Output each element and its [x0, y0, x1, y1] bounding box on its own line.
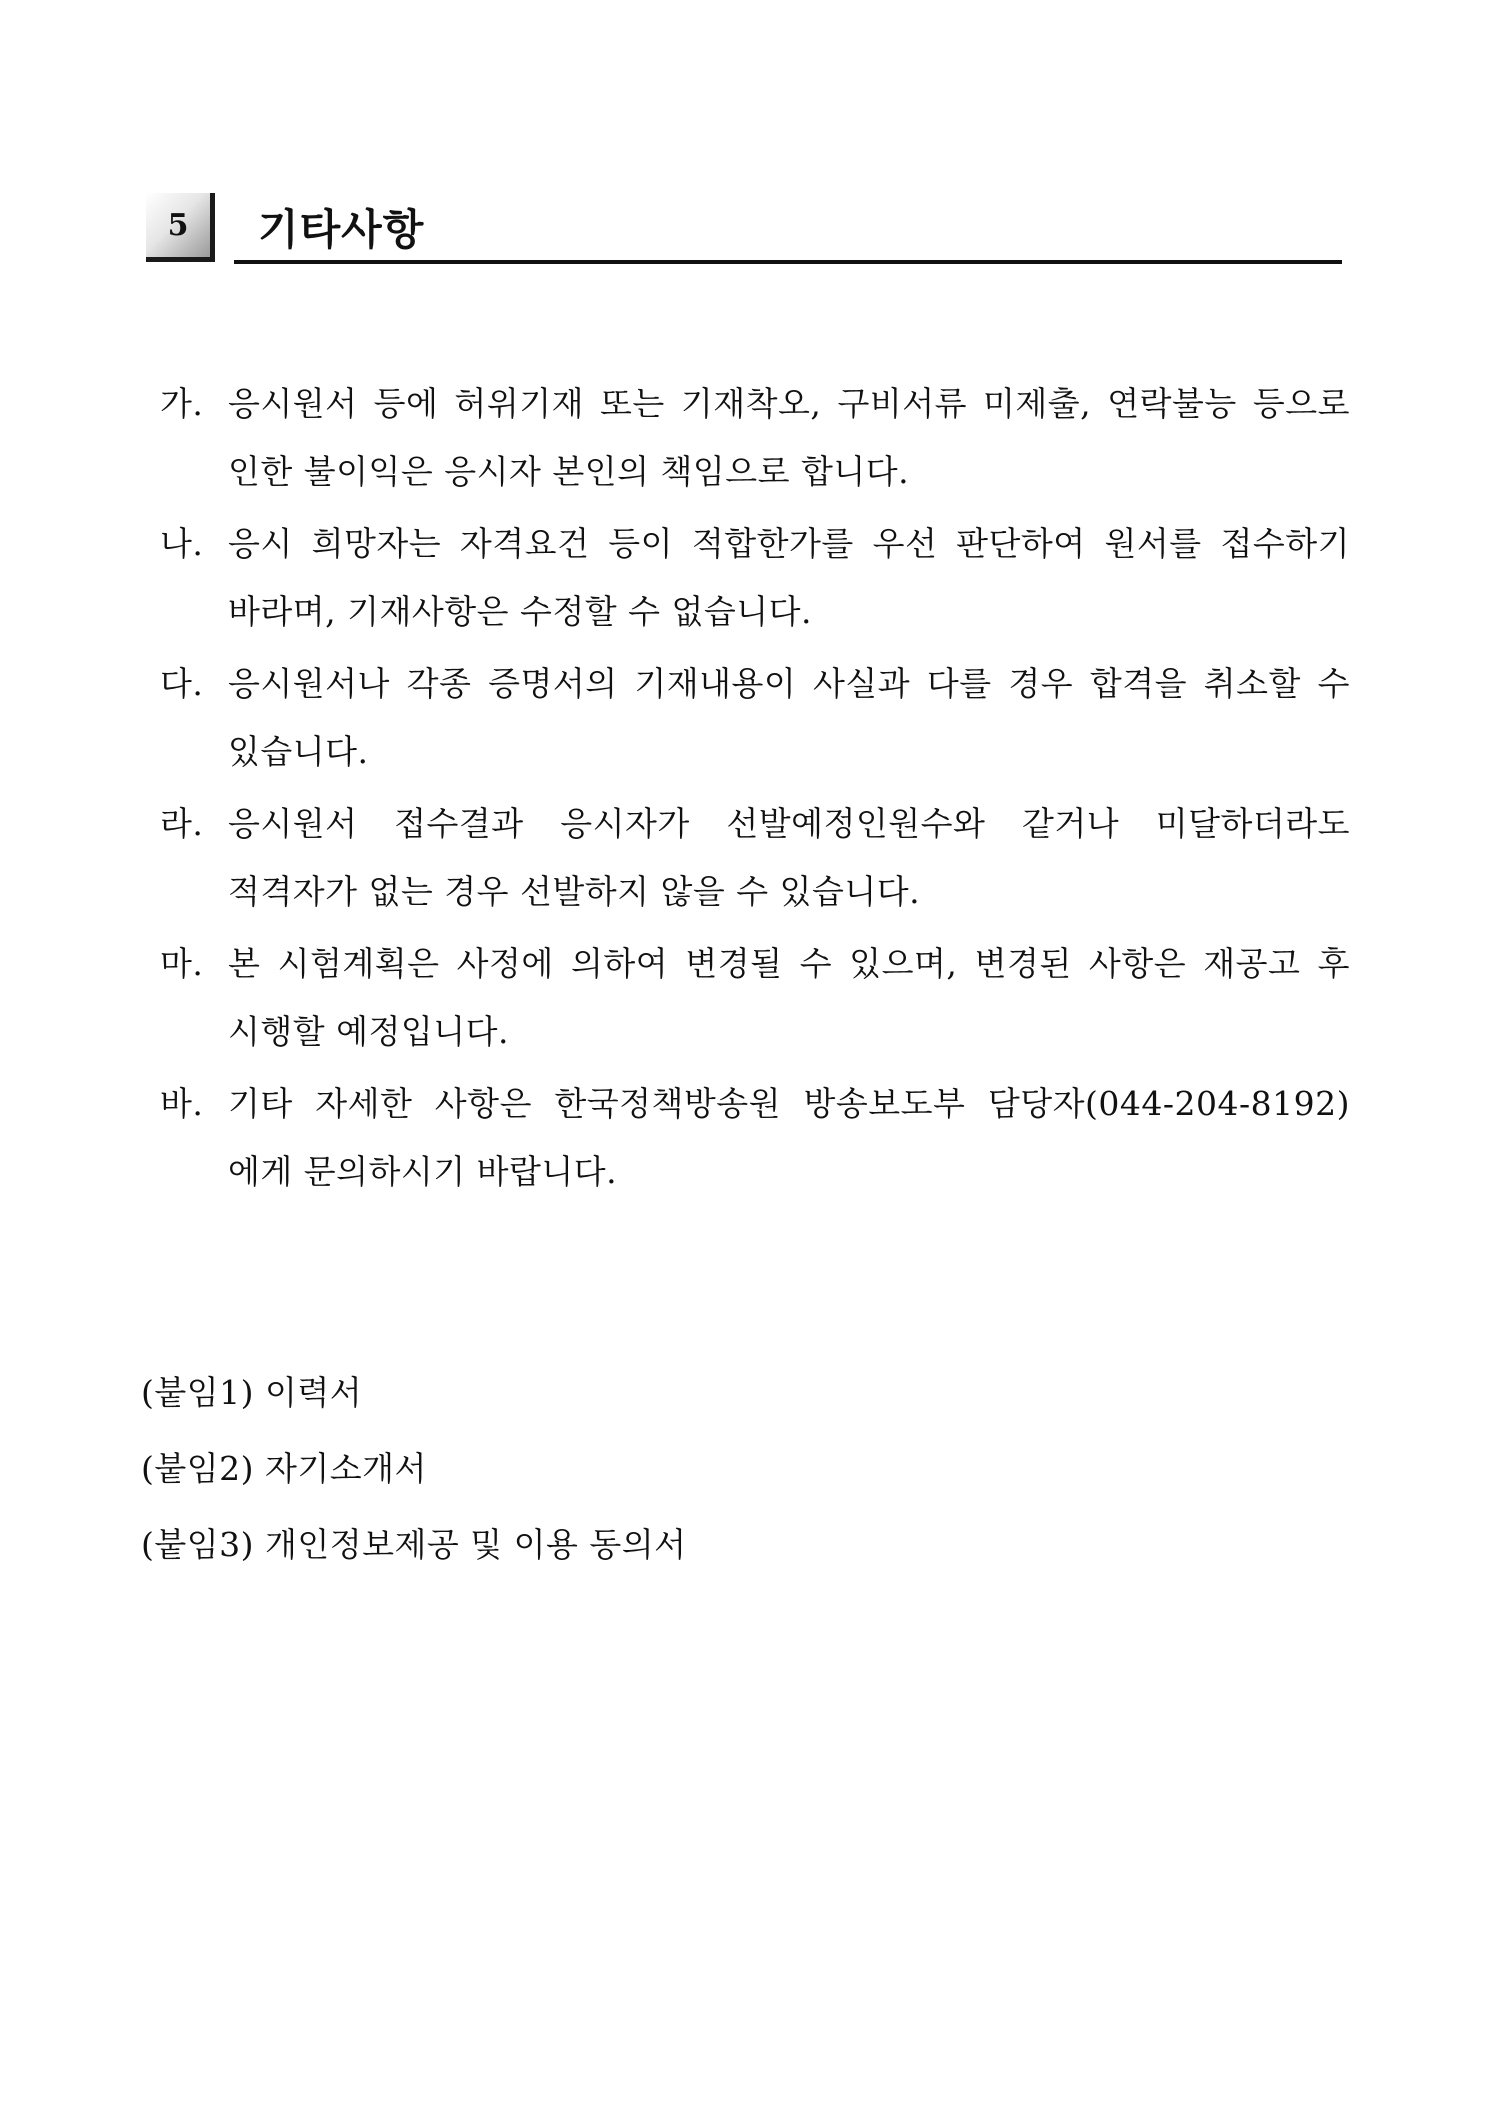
- attachment-self-intro: (붙임2) 자기소개서: [141, 1449, 427, 1488]
- item-marker: 바.: [160, 1084, 204, 1123]
- section-underline: [234, 260, 1342, 264]
- item-text: 본 시험계획은 사정에 의하여 변경될 수 있으며, 변경된 사항은 재공고 후 시행할 예정입니다.: [228, 944, 1350, 1051]
- item-text: 기타 자세한 사항은 한국정책방송원 방송보도부 담당자(044-204-8192)에게 문의하시기 바랍니다.: [228, 1084, 1350, 1191]
- notice-item-ma: [160, 930, 1350, 1066]
- attachment-resume: (붙임1) 이력서: [141, 1373, 363, 1412]
- item-marker: 다.: [160, 664, 204, 703]
- attachment-privacy-consent: (붙임3) 개인정보제공 및 이용 동의서: [141, 1525, 687, 1564]
- item-marker: 라.: [160, 804, 204, 843]
- item-marker: 가.: [160, 384, 204, 423]
- notice-item-ra: [160, 790, 1350, 926]
- notice-item-ga: [160, 370, 1350, 506]
- notice-item-na: [160, 510, 1350, 646]
- item-text: 응시원서나 각종 증명서의 기재내용이 사실과 다를 경우 합격을 취소할 수 있습니다.: [228, 664, 1350, 771]
- item-text: 응시원서 등에 허위기재 또는 기재착오, 구비서류 미제출, 연락불능 등으로 인한 불이익은 응시자 본인의 책임으로 합니다.: [228, 384, 1350, 491]
- section-title: 기타사항: [258, 205, 425, 254]
- section-number-box: [146, 193, 215, 262]
- notice-item-ba: [160, 1070, 1350, 1206]
- attachment-list: [141, 1355, 1141, 1583]
- item-marker: 마.: [160, 944, 204, 983]
- item-text: 응시 희망자는 자격요건 등이 적합한가를 우선 판단하여 원서를 접수하기 바라며, 기재사항은 수정할 수 없습니다.: [228, 524, 1350, 631]
- notice-list: [160, 370, 1350, 1210]
- notice-item-da: [160, 650, 1350, 786]
- item-text: 응시원서 접수결과 응시자가 선발예정인원수와 같거나 미달하더라도 적격자가 없는 경우 선발하지 않을 수 있습니다.: [228, 804, 1350, 911]
- section-number: 5: [167, 207, 189, 243]
- item-marker: 나.: [160, 524, 204, 563]
- section-heading: [146, 193, 1346, 265]
